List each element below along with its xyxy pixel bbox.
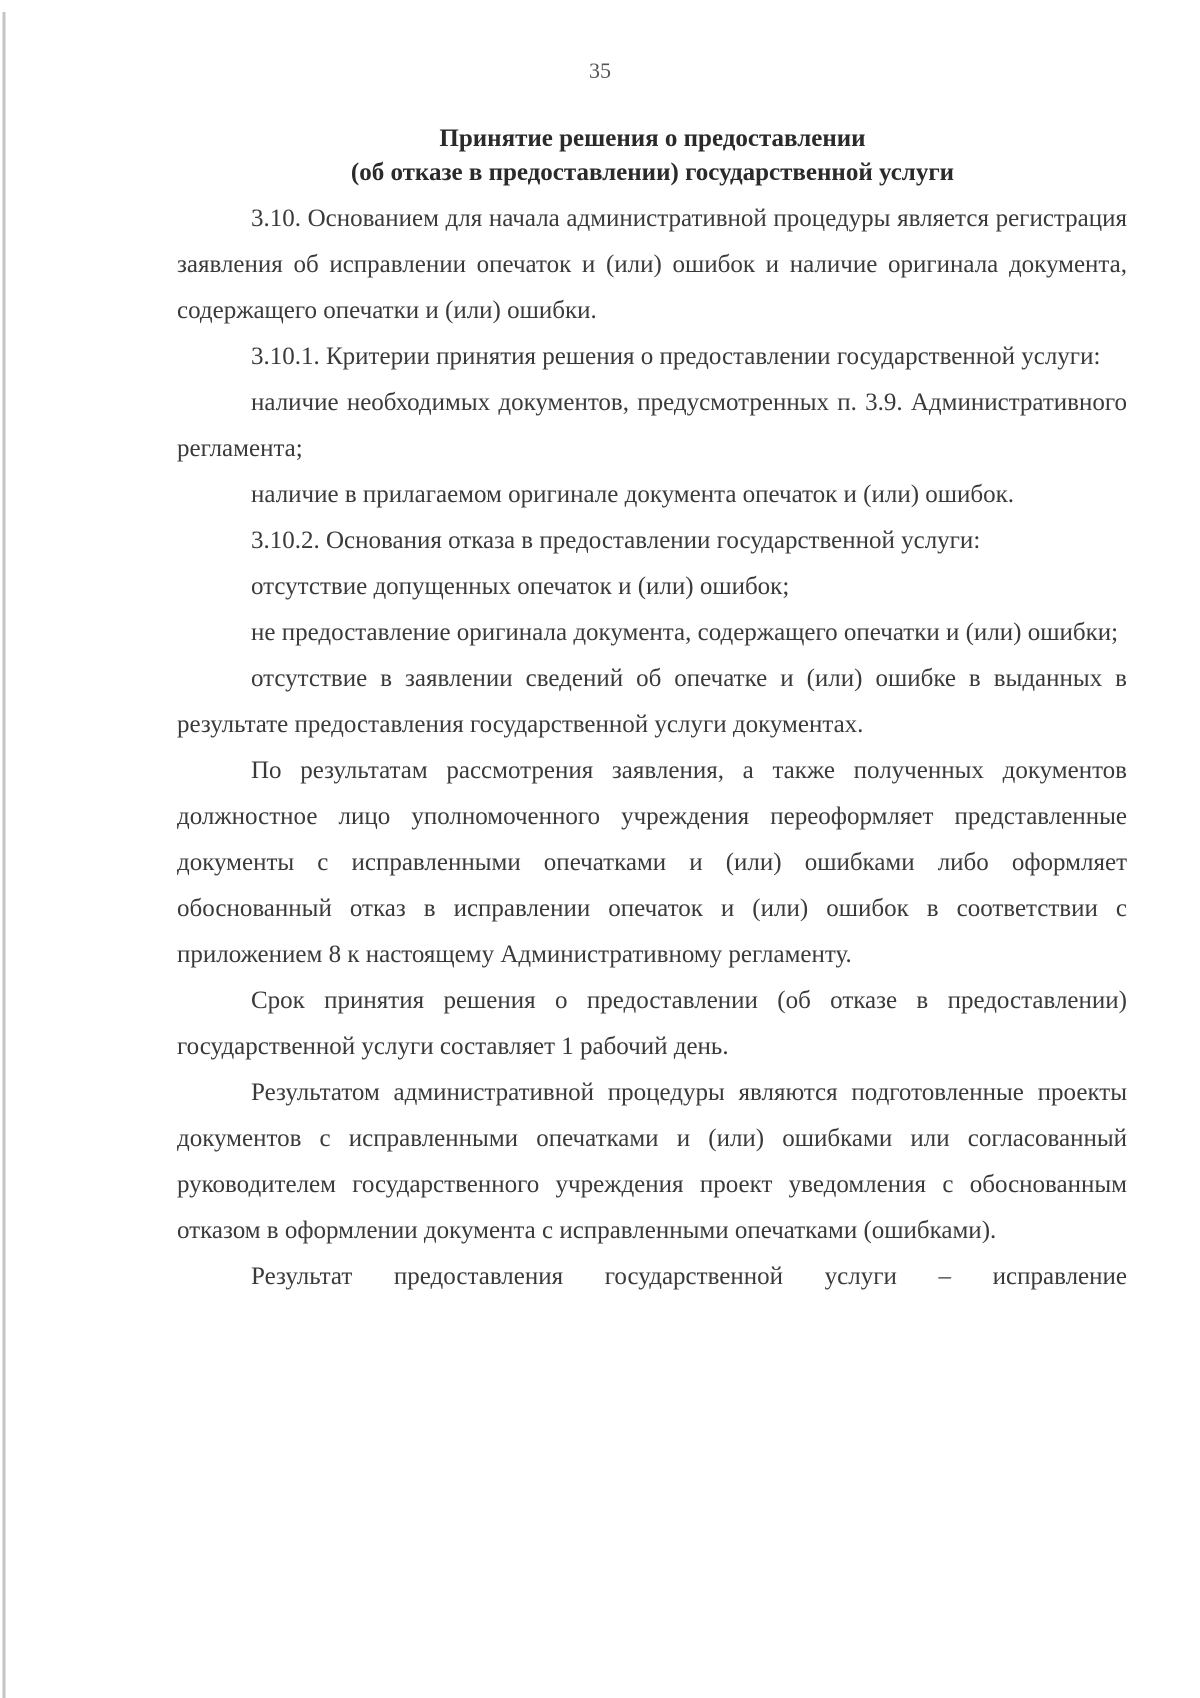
paragraph: 3.10.1. Критерии принятия решения о предоставлении государственной услуги:: [251, 343, 1101, 370]
document-body: [177, 196, 1127, 1300]
paragraph: По результатам рассмотрения заявления, а также полученных документов должностное лицо уполномоченного учреждения переоформляет представленные документы с исправленными опечатками и (или) ошибками либо оформляет обоснованный отказ в исправлении опечаток и (или) ошибок в соответствии с приложением 8 к настоящему Административному регламенту.: [177, 757, 1127, 968]
paragraph: Результатом административной процедуры являются подготовленные проекты документов с исправленными опечатками и (или) ошибками или согласованный руководителем государственного учреждения проект уведомления с обоснованным отказом в оформлении документа с исправленными опечатками (ошибками).: [177, 1079, 1127, 1244]
paragraph: 3.10.2. Основания отказа в предоставлении государственной услуги:: [251, 527, 981, 554]
scan-edge: [2, 12, 7, 1698]
paragraph: наличие в прилагаемом оригинале документа опечаток и (или) ошибок.: [251, 481, 1015, 508]
section-heading: [170, 122, 1135, 190]
paragraph: отсутствие допущенных опечаток и (или) ошибок;: [251, 573, 790, 600]
paragraph: Срок принятия решения о предоставлении (об отказе в предоставлении) государственной услуги составляет 1 рабочий день.: [177, 987, 1127, 1060]
section-heading-line-1: Принятие решения о предоставлении: [439, 125, 866, 152]
paragraph: 3.10. Основанием для начала административной процедуры является регистрация заявления об исправлении опечаток и (или) ошибок и наличие оригинала документа, содержащего опечатки и (или) ошибки.: [177, 205, 1127, 324]
page-number: 35: [589, 58, 611, 83]
paragraph: отсутствие в заявлении сведений об опечатке и (или) ошибке в выданных в результате предоставления государственной услуги документах.: [177, 665, 1127, 738]
section-heading-line-2: (об отказе в предоставлении) государственной услуги: [350, 159, 955, 186]
paragraph: наличие необходимых документов, предусмотренных п. 3.9. Административного регламента;: [177, 389, 1127, 462]
paragraph: Результат предоставления государственной услуги – исправление: [251, 1263, 1127, 1290]
paragraph: не предоставление оригинала документа, содержащего опечатки и (или) ошибки;: [251, 619, 1119, 646]
